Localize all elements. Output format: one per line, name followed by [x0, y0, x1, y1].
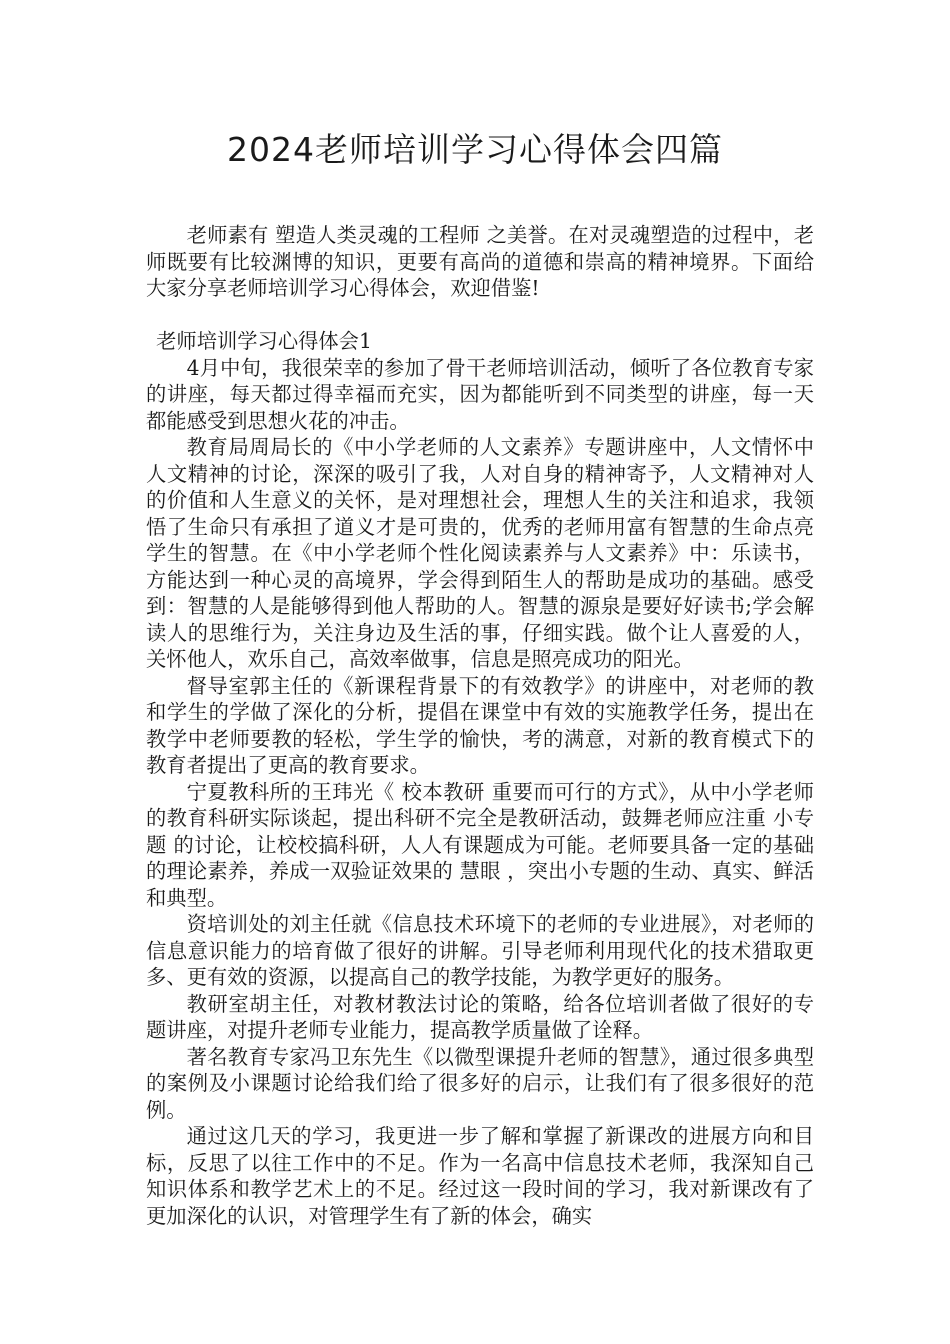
- body-paragraph: 宁夏教科所的王玮光《 校本教研 重要而可行的方式》，从中小学老师的教育科研实际谈起，提出科研不完全是教研活动，鼓舞老师应注重 小专题 的讨论，让校校搞科研，人人有课题成为可能。老师要具备一定的基础的理论素养，养成一双验证效果的 慧眼 ，突出小专题的生动、真实、鲜活和典型。: [146, 779, 814, 910]
- body-paragraph: 教育局周局长的《中小学老师的人文素养》专题讲座中，人文情怀中人文精神的讨论，深深的吸引了我，人对自身的精神寄予，人文精神对人的价值和人生意义的关怀，是对理想社会，理想人生的关注和追求，我领悟了生命只有承担了道义才是可贵的，优秀的老师用富有智慧的生命点亮学生的智慧。在《中小学老师个性化阅读素养与人文素养》中：乐读书，方能达到一种心灵的高境界，学会得到陌生人的帮助是成功的基础。感受到：智慧的人是能够得到他人帮助的人。智慧的源泉是要好好读书;学会解读人的思维行为，关注身边及生活的事，仔细实践。做个让人喜爱的人，关怀他人，欢乐自己，高效率做事，信息是照亮成功的阳光。: [146, 435, 814, 671]
- document-title: 2024老师培训学习心得体会四篇: [227, 130, 723, 169]
- body-paragraph: 通过这几天的学习，我更进一步了解和掌握了新课改的进展方向和目标，反思了以往工作中的不足。作为一名高中信息技术老师，我深知自己知识体系和教学艺术上的不足。经过这一段时间的学习，我对新课改有了更加深化的认识，对管理学生有了新的体会，确实: [146, 1124, 814, 1228]
- body-paragraph: 资培训处的刘主任就《信息技术环境下的老师的专业进展》，对老师的信息意识能力的培育做了很好的讲解。引导老师利用现代化的技术猎取更多、更有效的资源，以提高自己的教学技能，为教学更好的服务。: [146, 912, 814, 989]
- body-paragraph: 督导室郭主任的《新课程背景下的有效教学》的讲座中，对老师的教和学生的学做了深化的分析，提倡在课堂中有效的实施教学任务，提出在教学中老师要教的轻松，学生学的愉快，考的满意，对新的教育模式下的教育者提出了更高的教育要求。: [146, 673, 814, 777]
- body-paragraph: 4月中旬，我很荣幸的参加了骨干老师培训活动，倾听了各位教育专家的讲座，每天都过得幸福而充实，因为都能听到不同类型的讲座，每一天都能感受到思想火花的冲击。: [146, 355, 814, 433]
- body-paragraph: 教研室胡主任，对教材教法讨论的策略，给各位培训者做了很好的专题讲座，对提升老师专业能力，提高教学质量做了诠释。: [146, 991, 814, 1042]
- body-paragraph: 著名教育专家冯卫东先生《以微型课提升老师的智慧》，通过很多典型的案例及小课题讨论给我们给了很多好的启示，让我们有了很多很好的范例。: [146, 1044, 814, 1122]
- intro-paragraph: 老师素有 塑造人类灵魂的工程师 之美誉。在对灵魂塑造的过程中，老师既要有比较渊博的知识，更要有高尚的道德和崇高的精神境界。下面给大家分享老师培训学习心得体会，欢迎借鉴!: [146, 223, 814, 300]
- document-body: [146, 222, 814, 1229]
- section-heading: 老师培训学习心得体会1: [156, 329, 372, 353]
